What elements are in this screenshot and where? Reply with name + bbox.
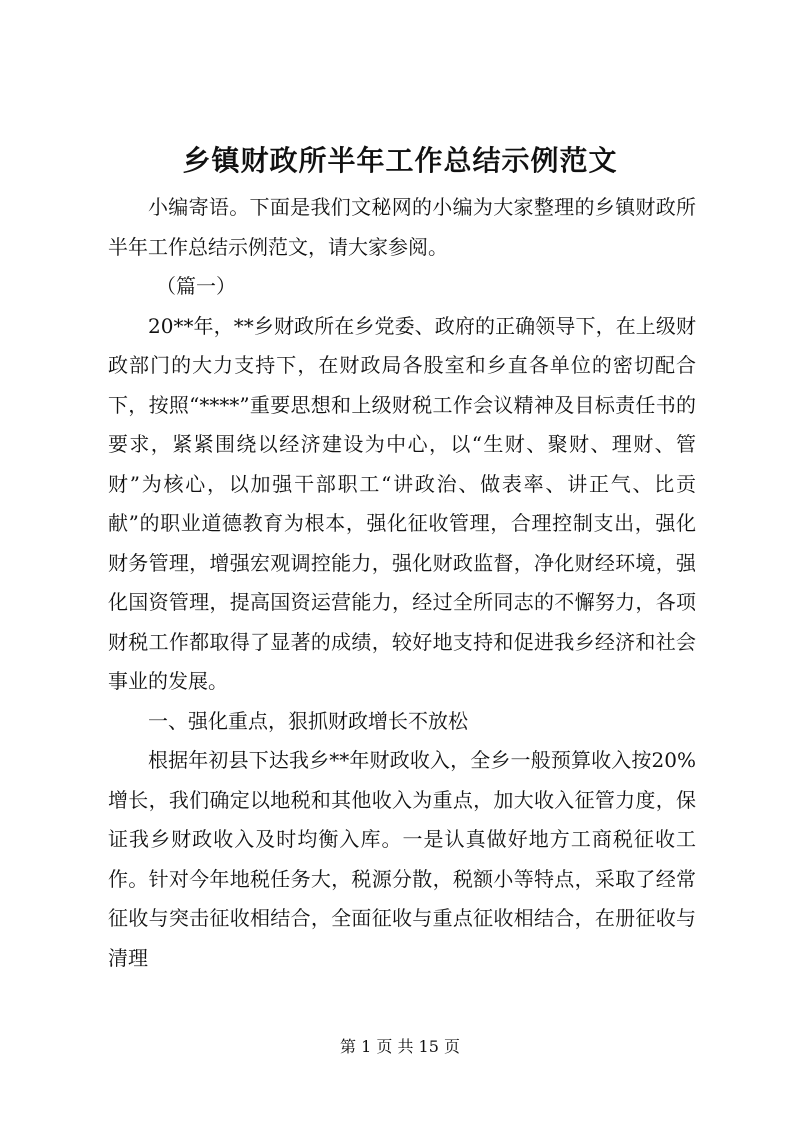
section-marker-paragraph: （篇一） (156, 274, 236, 298)
section-heading-paragraph: 一、强化重点，狠抓财政增长不放松 (148, 708, 468, 733)
document-title: 乡镇财政所半年工作总结示例范文 (182, 144, 618, 177)
summary-paragraph: 20**年，**乡财政所在乡党委、政府的正确领导下，在上级财政部门的大力支持下，在财政局各股室和乡直各单位的密切配合下，按照“****”重要思想和上级财税工作会议精神及目标责任书的要求，紧紧围绕以经济建设为中心，以“生财、聚财、理财、管财”为核心，以加强干部职工“讲政治、做表率、讲正气、比贡献”的职业道德教育为根本，强化征收管理，合理控制支出，强化财务管理，增强宏观调控能力，强化财政监督，净化财经环境，强化国资管理，提高国资运营能力，经过全所同志的不懈努力，各项财税工作都取得了显著的成绩，较好地支持和促进我乡经济和社会事业的发展。 (108, 313, 696, 693)
document-body (108, 188, 696, 978)
revenue-paragraph: 根据年初县下达我乡**年财政收入，全乡一般预算收入按20%增长，我们确定以地税和其他收入为重点，加大收入征管力度，保证我乡财政收入及时均衡入库。一是认真做好地方工商税征收工作。针对今年地税任务大，税源分散，税额小等特点，采取了经常征收与突击征收相结合，全面征收与重点征收相结合，在册征收与清理 (108, 748, 696, 970)
intro-paragraph: 小编寄语。下面是我们文秘网的小编为大家整理的乡镇财政所半年工作总结示例范文，请大家参阅。 (108, 195, 696, 259)
page-footer: 第 1 页 共 15 页 (340, 1037, 460, 1056)
